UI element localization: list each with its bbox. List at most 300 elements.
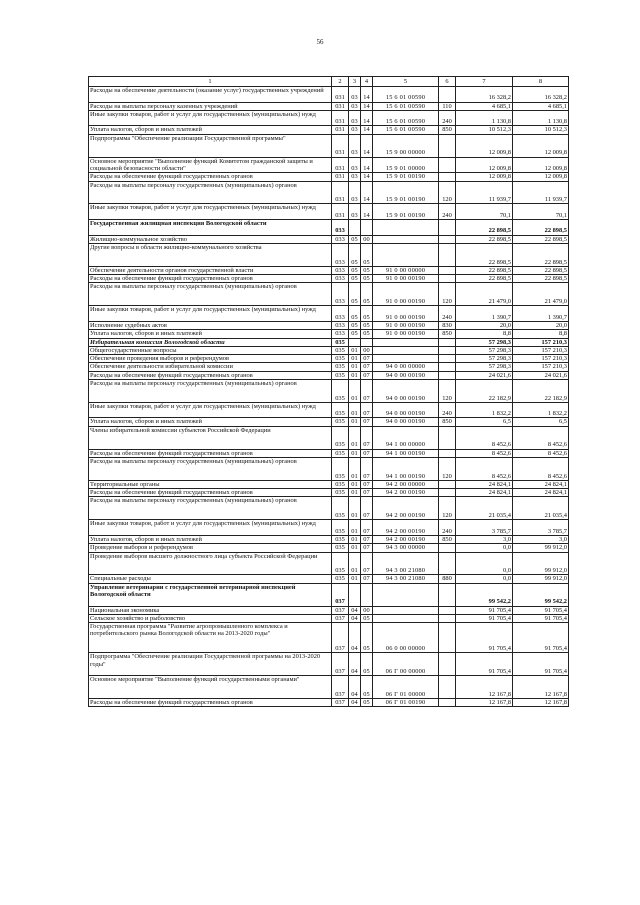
table-row bbox=[89, 489, 569, 497]
target-article-code: 94 2 00 00190 bbox=[373, 489, 439, 497]
expense-type-code bbox=[439, 614, 456, 622]
target-article-code bbox=[373, 235, 439, 243]
subsection-code: 07 bbox=[361, 449, 373, 457]
subsection-code: 07 bbox=[361, 402, 373, 418]
target-article-code: 15 9 01 00190 bbox=[373, 181, 439, 204]
ministry-code: 033 bbox=[332, 266, 349, 274]
row-name: Расходы на обеспечение функций государственных органов bbox=[89, 275, 332, 283]
row-name: Расходы на выплаты персоналу государственных (муниципальных) органов bbox=[89, 379, 332, 402]
subsection-code: 07 bbox=[361, 457, 373, 480]
ministry-code: 035 bbox=[332, 379, 349, 402]
amount-year-2: 20,0 bbox=[513, 321, 569, 329]
target-article-code: 94 3 00 21080 bbox=[373, 552, 439, 575]
table-row bbox=[89, 110, 569, 126]
table-row bbox=[89, 606, 569, 614]
section-code: 03 bbox=[349, 157, 361, 173]
subsection-code: 00 bbox=[361, 606, 373, 614]
row-name: Расходы на обеспечение функций государственных органов bbox=[89, 173, 332, 181]
expense-type-code bbox=[439, 544, 456, 552]
section-code: 01 bbox=[349, 363, 361, 371]
amount-year-2: 8,8 bbox=[513, 330, 569, 338]
budget-table bbox=[88, 76, 569, 707]
expense-type-code bbox=[439, 371, 456, 379]
expense-type-code bbox=[439, 157, 456, 173]
expense-type-code bbox=[439, 275, 456, 283]
table-row bbox=[89, 87, 569, 103]
amount-year-2: 12 167,8 bbox=[513, 676, 569, 699]
ministry-code: 033 bbox=[332, 235, 349, 243]
expense-type-code bbox=[439, 363, 456, 371]
header-cell: 5 bbox=[373, 77, 439, 87]
amount-year-1: 21 035,4 bbox=[456, 497, 513, 520]
header-cell: 8 bbox=[513, 77, 569, 87]
amount-year-1: 99 542,2 bbox=[456, 583, 513, 606]
expense-type-code bbox=[439, 220, 456, 236]
section-code: 03 bbox=[349, 110, 361, 126]
amount-year-1: 22 898,5 bbox=[456, 266, 513, 274]
ministry-code: 031 bbox=[332, 102, 349, 110]
section-code: 05 bbox=[349, 266, 361, 274]
ministry-code: 033 bbox=[332, 321, 349, 329]
section-code: 01 bbox=[349, 418, 361, 426]
subsection-code: 00 bbox=[361, 346, 373, 354]
target-article-code: 91 0 00 00190 bbox=[373, 275, 439, 283]
expense-type-code: 850 bbox=[439, 126, 456, 134]
section-code bbox=[349, 220, 361, 236]
row-name: Расходы на обеспечение функций государственных органов bbox=[89, 489, 332, 497]
amount-year-2: 22 898,5 bbox=[513, 243, 569, 266]
amount-year-1: 91 705,4 bbox=[456, 606, 513, 614]
target-article-code: 94 2 00 00190 bbox=[373, 520, 439, 536]
row-name: Расходы на обеспечение функций государственных органов bbox=[89, 371, 332, 379]
subsection-code: 07 bbox=[361, 379, 373, 402]
target-article-code: 94 1 00 00000 bbox=[373, 426, 439, 449]
amount-year-2: 70,1 bbox=[513, 204, 569, 220]
row-name: Территориальные органы bbox=[89, 480, 332, 488]
amount-year-1: 1 130,8 bbox=[456, 110, 513, 126]
ministry-code: 033 bbox=[332, 306, 349, 322]
subsection-code: 14 bbox=[361, 173, 373, 181]
expense-type-code: 850 bbox=[439, 418, 456, 426]
row-name: Национальная экономика bbox=[89, 606, 332, 614]
target-article-code: 15 9 00 00000 bbox=[373, 134, 439, 157]
row-name: Иные закупки товаров, работ и услуг для государственных (муниципальных) нужд bbox=[89, 402, 332, 418]
section-code: 04 bbox=[349, 606, 361, 614]
ministry-code: 033 bbox=[332, 330, 349, 338]
table-row bbox=[89, 402, 569, 418]
table-row bbox=[89, 283, 569, 306]
amount-year-2: 24 824,1 bbox=[513, 480, 569, 488]
ministry-code: 031 bbox=[332, 181, 349, 204]
amount-year-2: 91 705,4 bbox=[513, 606, 569, 614]
ministry-code: 035 bbox=[332, 544, 349, 552]
amount-year-1: 11 939,7 bbox=[456, 181, 513, 204]
expense-type-code: 240 bbox=[439, 402, 456, 418]
ministry-code: 035 bbox=[332, 489, 349, 497]
expense-type-code bbox=[439, 338, 456, 346]
expense-type-code: 880 bbox=[439, 575, 456, 583]
amount-year-2: 21 479,0 bbox=[513, 283, 569, 306]
subsection-code: 14 bbox=[361, 181, 373, 204]
amount-year-1: 24 824,1 bbox=[456, 489, 513, 497]
amount-year-2: 91 705,4 bbox=[513, 623, 569, 653]
target-article-code: 94 2 00 00000 bbox=[373, 480, 439, 488]
amount-year-1: 24 021,6 bbox=[456, 371, 513, 379]
subsection-code: 14 bbox=[361, 110, 373, 126]
row-name: Обеспечение проведения выборов и референдумов bbox=[89, 355, 332, 363]
amount-year-2: 99 912,0 bbox=[513, 544, 569, 552]
target-article-code: 94 0 00 00190 bbox=[373, 402, 439, 418]
amount-year-2: 16 328,2 bbox=[513, 87, 569, 103]
amount-year-2: 12 009,8 bbox=[513, 157, 569, 173]
table-row bbox=[89, 134, 569, 157]
row-name: Иные закупки товаров, работ и услуг для государственных (муниципальных) нужд bbox=[89, 110, 332, 126]
amount-year-1: 3 785,7 bbox=[456, 520, 513, 536]
section-code: 01 bbox=[349, 544, 361, 552]
ministry-code: 031 bbox=[332, 204, 349, 220]
section-code: 01 bbox=[349, 426, 361, 449]
table-row bbox=[89, 338, 569, 346]
header-cell: 4 bbox=[361, 77, 373, 87]
table-row bbox=[89, 575, 569, 583]
amount-year-2: 24 824,1 bbox=[513, 489, 569, 497]
amount-year-1: 1 832,2 bbox=[456, 402, 513, 418]
target-article-code: 15 9 01 00190 bbox=[373, 173, 439, 181]
ministry-code: 031 bbox=[332, 134, 349, 157]
target-article-code: 06 0 00 00000 bbox=[373, 623, 439, 653]
amount-year-1: 57 298,3 bbox=[456, 346, 513, 354]
subsection-code: 07 bbox=[361, 497, 373, 520]
expense-type-code bbox=[439, 346, 456, 354]
section-code: 01 bbox=[349, 379, 361, 402]
amount-year-2: 91 705,4 bbox=[513, 614, 569, 622]
row-name: Обеспечение деятельности избирательной комиссии bbox=[89, 363, 332, 371]
expense-type-code: 850 bbox=[439, 535, 456, 543]
target-article-code bbox=[373, 606, 439, 614]
subsection-code bbox=[361, 583, 373, 606]
target-article-code bbox=[373, 583, 439, 606]
section-code: 01 bbox=[349, 371, 361, 379]
table-row bbox=[89, 157, 569, 173]
section-code: 01 bbox=[349, 535, 361, 543]
amount-year-1: 20,0 bbox=[456, 321, 513, 329]
amount-year-2: 91 705,4 bbox=[513, 653, 569, 676]
amount-year-2: 8 452,6 bbox=[513, 449, 569, 457]
expense-type-code bbox=[439, 623, 456, 653]
expense-type-code: 240 bbox=[439, 204, 456, 220]
section-code: 01 bbox=[349, 520, 361, 536]
section-code: 01 bbox=[349, 355, 361, 363]
table-row bbox=[89, 355, 569, 363]
amount-year-1: 70,1 bbox=[456, 204, 513, 220]
subsection-code bbox=[361, 220, 373, 236]
section-code bbox=[349, 338, 361, 346]
amount-year-2: 12 009,8 bbox=[513, 134, 569, 157]
section-code: 04 bbox=[349, 614, 361, 622]
amount-year-1: 22 898,5 bbox=[456, 275, 513, 283]
section-code: 05 bbox=[349, 275, 361, 283]
row-name: Специальные расходы bbox=[89, 575, 332, 583]
row-name: Основное мероприятие "Выполнение функций Комитетом гражданской защиты и социальной безопасности области" bbox=[89, 157, 332, 173]
row-name: Уплата налогов, сборов и иных платежей bbox=[89, 126, 332, 134]
section-code: 03 bbox=[349, 126, 361, 134]
amount-year-1: 12 009,8 bbox=[456, 157, 513, 173]
table-row bbox=[89, 552, 569, 575]
expense-type-code bbox=[439, 134, 456, 157]
row-name: Расходы на обеспечение функций государственных органов bbox=[89, 699, 332, 707]
amount-year-2: 1 832,2 bbox=[513, 402, 569, 418]
expense-type-code bbox=[439, 480, 456, 488]
section-code: 05 bbox=[349, 243, 361, 266]
target-article-code: 94 0 00 00190 bbox=[373, 379, 439, 402]
subsection-code: 05 bbox=[361, 330, 373, 338]
table-row bbox=[89, 126, 569, 134]
table-row bbox=[89, 243, 569, 266]
subsection-code: 05 bbox=[361, 699, 373, 707]
section-code: 01 bbox=[349, 489, 361, 497]
table-row bbox=[89, 614, 569, 622]
target-article-code: 94 2 00 00190 bbox=[373, 535, 439, 543]
subsection-code: 14 bbox=[361, 157, 373, 173]
amount-year-1: 91 705,4 bbox=[456, 614, 513, 622]
table-row bbox=[89, 426, 569, 449]
section-code: 04 bbox=[349, 676, 361, 699]
amount-year-1: 22 898,5 bbox=[456, 220, 513, 236]
target-article-code: 15 6 01 00590 bbox=[373, 102, 439, 110]
subsection-code: 05 bbox=[361, 321, 373, 329]
target-article-code: 15 6 01 00590 bbox=[373, 110, 439, 126]
table-row bbox=[89, 699, 569, 707]
expense-type-code: 120 bbox=[439, 457, 456, 480]
section-code: 05 bbox=[349, 321, 361, 329]
ministry-code: 035 bbox=[332, 402, 349, 418]
table-row bbox=[89, 306, 569, 322]
ministry-code: 033 bbox=[332, 275, 349, 283]
target-article-code: 06 Г 01 00190 bbox=[373, 699, 439, 707]
table-row bbox=[89, 275, 569, 283]
subsection-code: 05 bbox=[361, 275, 373, 283]
section-code: 01 bbox=[349, 480, 361, 488]
amount-year-2: 6,5 bbox=[513, 418, 569, 426]
subsection-code: 05 bbox=[361, 283, 373, 306]
subsection-code: 05 bbox=[361, 243, 373, 266]
header-row bbox=[89, 77, 569, 87]
table-row bbox=[89, 266, 569, 274]
expense-type-code bbox=[439, 266, 456, 274]
row-name: Иные закупки товаров, работ и услуг для государственных (муниципальных) нужд bbox=[89, 520, 332, 536]
row-name: Проведение выборов и референдумов bbox=[89, 544, 332, 552]
expense-type-code: 120 bbox=[439, 283, 456, 306]
expense-type-code bbox=[439, 426, 456, 449]
row-name: Расходы на выплаты персоналу казенных учреждений bbox=[89, 102, 332, 110]
amount-year-2: 24 021,6 bbox=[513, 371, 569, 379]
ministry-code: 037 bbox=[332, 583, 349, 606]
amount-year-1: 0,0 bbox=[456, 544, 513, 552]
header-cell: 1 bbox=[89, 77, 332, 87]
amount-year-2: 12 167,8 bbox=[513, 699, 569, 707]
subsection-code: 07 bbox=[361, 535, 373, 543]
amount-year-1: 16 328,2 bbox=[456, 87, 513, 103]
table-row bbox=[89, 544, 569, 552]
target-article-code bbox=[373, 614, 439, 622]
target-article-code: 15 6 01 00590 bbox=[373, 87, 439, 103]
amount-year-2: 22 182,9 bbox=[513, 379, 569, 402]
ministry-code: 033 bbox=[332, 283, 349, 306]
amount-year-2: 22 898,5 bbox=[513, 275, 569, 283]
row-name: Расходы на выплаты персоналу государственных (муниципальных) органов bbox=[89, 497, 332, 520]
target-article-code bbox=[373, 338, 439, 346]
subsection-code: 07 bbox=[361, 552, 373, 575]
table-row bbox=[89, 371, 569, 379]
amount-year-2: 4 685,1 bbox=[513, 102, 569, 110]
amount-year-1: 12 167,8 bbox=[456, 699, 513, 707]
row-name: Подпрограмма "Обеспечение реализации Государственной программы на 2013-2020 годы" bbox=[89, 653, 332, 676]
section-code: 01 bbox=[349, 457, 361, 480]
target-article-code: 94 3 00 21080 bbox=[373, 575, 439, 583]
subsection-code: 05 bbox=[361, 614, 373, 622]
table-row bbox=[89, 330, 569, 338]
header-cell: 2 bbox=[332, 77, 349, 87]
row-name: Государственная жилищная инспекция Вологодской области bbox=[89, 220, 332, 236]
ministry-code: 031 bbox=[332, 126, 349, 134]
subsection-code bbox=[361, 338, 373, 346]
row-name: Расходы на выплаты персоналу государственных (муниципальных) органов bbox=[89, 283, 332, 306]
amount-year-1: 8,8 bbox=[456, 330, 513, 338]
amount-year-2: 3 785,7 bbox=[513, 520, 569, 536]
expense-type-code bbox=[439, 235, 456, 243]
amount-year-1: 10 512,3 bbox=[456, 126, 513, 134]
expense-type-code bbox=[439, 699, 456, 707]
target-article-code bbox=[373, 243, 439, 266]
row-name: Обеспечение деятельности органов государственной власти bbox=[89, 266, 332, 274]
ministry-code: 035 bbox=[332, 535, 349, 543]
expense-type-code: 120 bbox=[439, 379, 456, 402]
amount-year-1: 0,0 bbox=[456, 552, 513, 575]
subsection-code: 07 bbox=[361, 520, 373, 536]
section-code: 04 bbox=[349, 699, 361, 707]
expense-type-code bbox=[439, 449, 456, 457]
amount-year-2: 10 512,3 bbox=[513, 126, 569, 134]
amount-year-1: 57 298,3 bbox=[456, 338, 513, 346]
row-name: Общегосударственные вопросы bbox=[89, 346, 332, 354]
row-name: Исполнение судебных актов bbox=[89, 321, 332, 329]
table-row bbox=[89, 418, 569, 426]
header-cell: 6 bbox=[439, 77, 456, 87]
target-article-code: 94 1 00 00190 bbox=[373, 457, 439, 480]
ministry-code: 035 bbox=[332, 575, 349, 583]
ministry-code: 037 bbox=[332, 623, 349, 653]
section-code: 03 bbox=[349, 204, 361, 220]
table-row bbox=[89, 220, 569, 236]
section-code: 05 bbox=[349, 235, 361, 243]
target-article-code: 15 9 01 00190 bbox=[373, 204, 439, 220]
expense-type-code bbox=[439, 355, 456, 363]
target-article-code bbox=[373, 346, 439, 354]
target-article-code: 15 6 01 00590 bbox=[373, 126, 439, 134]
amount-year-2: 99 542,2 bbox=[513, 583, 569, 606]
amount-year-2: 1 130,8 bbox=[513, 110, 569, 126]
amount-year-1: 0,0 bbox=[456, 575, 513, 583]
ministry-code: 035 bbox=[332, 520, 349, 536]
target-article-code: 94 0 00 00000 bbox=[373, 363, 439, 371]
row-name: Иные закупки товаров, работ и услуг для государственных (муниципальных) нужд bbox=[89, 204, 332, 220]
subsection-code: 05 bbox=[361, 653, 373, 676]
subsection-code: 05 bbox=[361, 623, 373, 653]
table-row bbox=[89, 204, 569, 220]
amount-year-2: 157 210,3 bbox=[513, 338, 569, 346]
ministry-code: 035 bbox=[332, 480, 349, 488]
section-code: 01 bbox=[349, 402, 361, 418]
ministry-code: 037 bbox=[332, 699, 349, 707]
ministry-code: 035 bbox=[332, 552, 349, 575]
table-row bbox=[89, 676, 569, 699]
section-code: 03 bbox=[349, 87, 361, 103]
table-row bbox=[89, 321, 569, 329]
section-code: 01 bbox=[349, 552, 361, 575]
amount-year-2: 8 452,6 bbox=[513, 457, 569, 480]
subsection-code: 05 bbox=[361, 266, 373, 274]
subsection-code: 14 bbox=[361, 126, 373, 134]
target-article-code: 91 0 00 00190 bbox=[373, 321, 439, 329]
expense-type-code bbox=[439, 583, 456, 606]
subsection-code: 07 bbox=[361, 355, 373, 363]
section-code: 05 bbox=[349, 283, 361, 306]
amount-year-2: 11 939,7 bbox=[513, 181, 569, 204]
section-code: 01 bbox=[349, 575, 361, 583]
table-row bbox=[89, 583, 569, 606]
ministry-code: 035 bbox=[332, 338, 349, 346]
ministry-code: 035 bbox=[332, 457, 349, 480]
row-name: Другие вопросы в области жилищно-коммунального хозяйства bbox=[89, 243, 332, 266]
amount-year-1: 21 479,0 bbox=[456, 283, 513, 306]
table-row bbox=[89, 235, 569, 243]
target-article-code: 91 0 00 00190 bbox=[373, 283, 439, 306]
subsection-code: 05 bbox=[361, 676, 373, 699]
expense-type-code: 240 bbox=[439, 306, 456, 322]
subsection-code: 14 bbox=[361, 134, 373, 157]
row-name: Основное мероприятие "Выполнение функций государственными органами" bbox=[89, 676, 332, 699]
table-row bbox=[89, 480, 569, 488]
subsection-code: 07 bbox=[361, 371, 373, 379]
expense-type-code: 120 bbox=[439, 497, 456, 520]
amount-year-1: 91 705,4 bbox=[456, 623, 513, 653]
expense-type-code bbox=[439, 173, 456, 181]
table-row bbox=[89, 379, 569, 402]
row-name: Жилищно-коммунальное хозяйство bbox=[89, 235, 332, 243]
ministry-code: 035 bbox=[332, 363, 349, 371]
amount-year-1: 57 298,3 bbox=[456, 355, 513, 363]
expense-type-code bbox=[439, 606, 456, 614]
row-name: Уплата налогов, сборов и иных платежей bbox=[89, 418, 332, 426]
subsection-code: 07 bbox=[361, 544, 373, 552]
amount-year-2: 22 898,5 bbox=[513, 220, 569, 236]
amount-year-1: 22 898,5 bbox=[456, 235, 513, 243]
target-article-code: 91 0 00 00000 bbox=[373, 266, 439, 274]
amount-year-1: 57 298,3 bbox=[456, 363, 513, 371]
row-name: Сельское хозяйство и рыболовство bbox=[89, 614, 332, 622]
section-code: 05 bbox=[349, 306, 361, 322]
expense-type-code bbox=[439, 552, 456, 575]
target-article-code: 94 0 00 00190 bbox=[373, 418, 439, 426]
section-code bbox=[349, 583, 361, 606]
target-article-code: 91 0 00 00190 bbox=[373, 330, 439, 338]
amount-year-2: 99 912,0 bbox=[513, 552, 569, 575]
table-row bbox=[89, 449, 569, 457]
ministry-code: 037 bbox=[332, 676, 349, 699]
row-name: Проведение выборов высшего должностного лица субъекта Российской Федерации bbox=[89, 552, 332, 575]
ministry-code: 033 bbox=[332, 243, 349, 266]
section-code: 05 bbox=[349, 330, 361, 338]
